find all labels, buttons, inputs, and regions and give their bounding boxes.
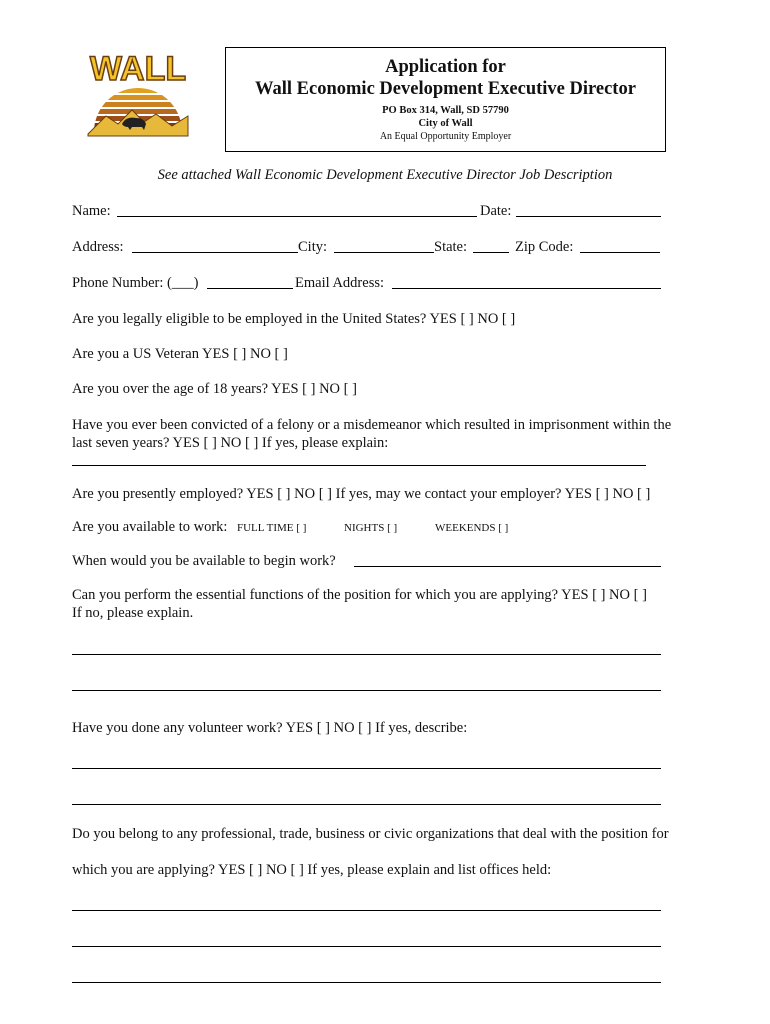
address-label: Address: — [72, 239, 124, 255]
state-label: State: — [434, 239, 468, 255]
age-question: Are you over the age of 18 years? YES [ ] NO [ ] — [72, 381, 357, 397]
available-label: Are you available to work: — [72, 519, 228, 535]
volunteer-describe-field-2[interactable] — [72, 804, 661, 805]
svg-text:WALL: WALL — [89, 50, 187, 88]
weekends-option[interactable]: WEEKENDS [ ] — [435, 522, 509, 534]
city-name: City of Wall — [418, 118, 473, 129]
begin-work-question: When would you be available to begin work? — [72, 553, 336, 569]
felony-explain-field[interactable] — [72, 465, 646, 466]
begin-work-field[interactable] — [354, 566, 661, 567]
organizations-explain-field-3[interactable] — [72, 982, 661, 983]
organizations-explain-field-1[interactable] — [72, 910, 661, 911]
felony-question-line-2: last seven years? YES [ ] NO [ ] If yes, please explain: — [72, 435, 389, 451]
employed-question: Are you presently employed? YES [ ] NO [ ] If yes, may we contact your employer? YES [ ] NO [ ] — [72, 486, 651, 502]
address: PO Box 314, Wall, SD 57790 — [382, 105, 509, 116]
organizations-question-line-2: which you are applying? YES [ ] NO [ ] If yes, please explain and list offices held: — [72, 862, 552, 878]
nights-option[interactable]: NIGHTS [ ] — [344, 522, 398, 534]
email-label: Email Address: — [295, 275, 385, 291]
essential-explain-field-2[interactable] — [72, 690, 661, 691]
phone-field[interactable] — [207, 288, 293, 289]
equal-opportunity-text: An Equal Opportunity Employer — [379, 131, 512, 142]
header-box — [225, 47, 666, 152]
city-label: City: — [298, 239, 328, 255]
zip-label: Zip Code: — [515, 239, 574, 255]
essential-question-line-2: If no, please explain. — [72, 605, 194, 621]
full-time-option[interactable]: FULL TIME [ ] — [237, 522, 307, 534]
phone-label: Phone Number: (___) — [72, 275, 199, 291]
title-line-2: Wall Economic Development Executive Director — [255, 79, 636, 99]
wall-logo — [86, 44, 190, 144]
title-line-1: Application for — [385, 57, 506, 77]
wall-logo-graphic — [86, 44, 190, 144]
eligible-question: Are you legally eligible to be employed in the United States? YES [ ] NO [ ] — [72, 311, 516, 327]
name-label: Name: — [72, 203, 111, 219]
date-label: Date: — [480, 203, 512, 219]
volunteer-question: Have you done any volunteer work? YES [ ] NO [ ] If yes, describe: — [72, 720, 468, 736]
organizations-explain-field-2[interactable] — [72, 946, 661, 947]
city-field[interactable] — [334, 252, 434, 253]
email-field[interactable] — [392, 288, 661, 289]
date-field[interactable] — [516, 216, 661, 217]
state-field[interactable] — [473, 252, 509, 253]
essential-question-line-1: Can you perform the essential functions of the position for which you are applying? YES [ ] NO [ ] — [72, 587, 647, 603]
address-field[interactable] — [132, 252, 298, 253]
veteran-question: Are you a US Veteran YES [ ] NO [ ] — [72, 346, 288, 362]
zip-field[interactable] — [580, 252, 660, 253]
volunteer-describe-field-1[interactable] — [72, 768, 661, 769]
name-field[interactable] — [117, 216, 477, 217]
essential-explain-field-1[interactable] — [72, 654, 661, 655]
felony-question-line-1: Have you ever been convicted of a felony or a misdemeanor which resulted in imprisonment within the — [72, 417, 672, 433]
job-description-note: See attached Wall Economic Development Executive Director Job Description — [157, 167, 613, 183]
organizations-question-line-1: Do you belong to any professional, trade, business or civic organizations that deal with the position for — [72, 826, 669, 842]
